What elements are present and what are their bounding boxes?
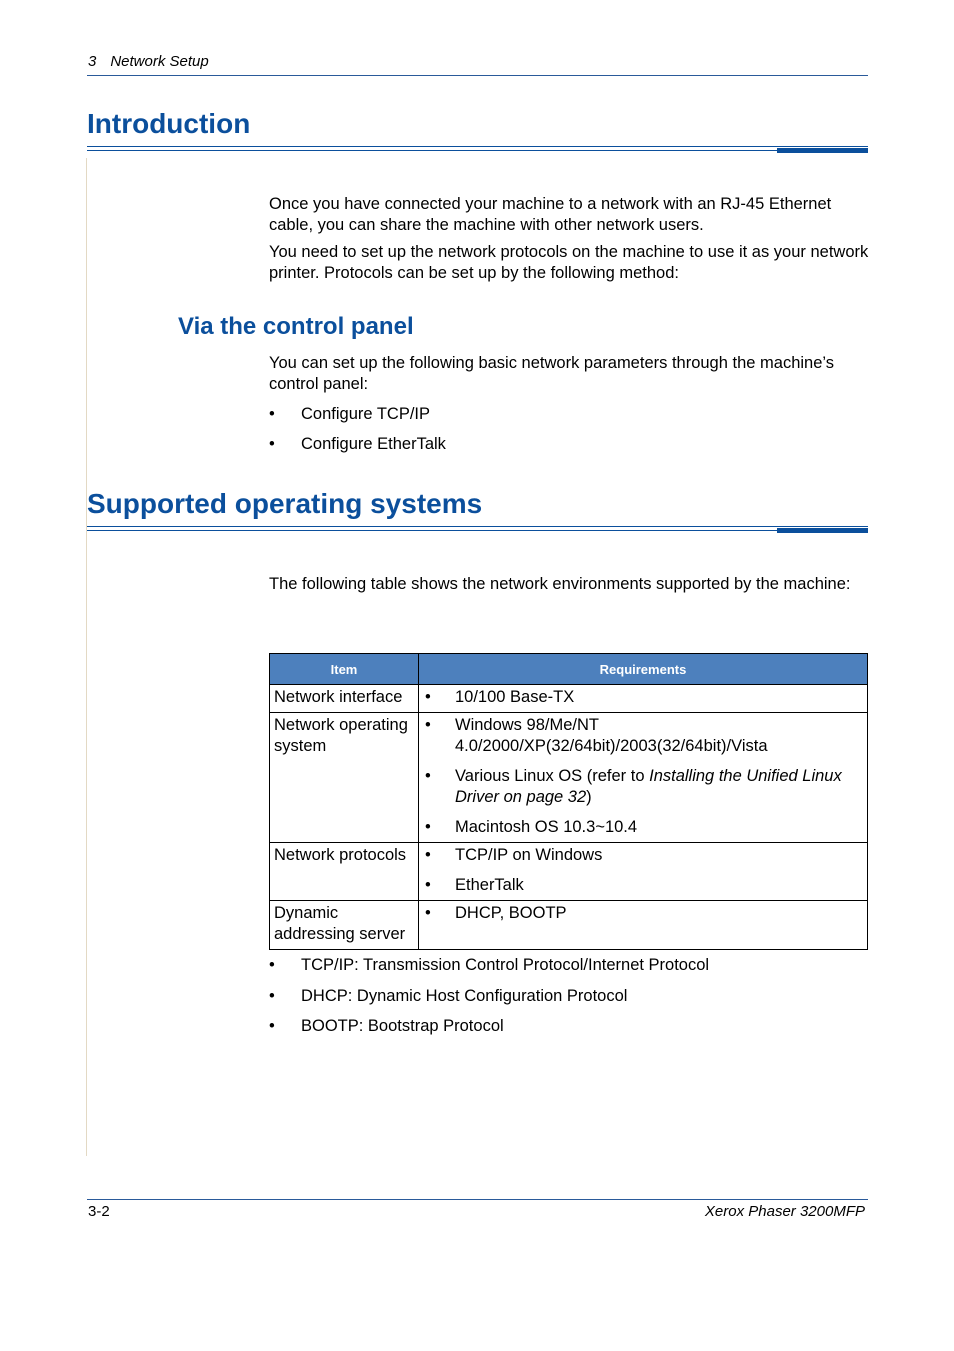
chapter-title: Network Setup	[110, 53, 209, 70]
os-paragraph: The following table shows the network environments supported by the machine:	[269, 575, 851, 593]
table-row: Network protocols • TCP/IP on Windows • EtherTalk	[270, 843, 868, 901]
list-item: • DHCP: Dynamic Host Configuration Protocol	[269, 987, 628, 1005]
column-header-item: Item	[270, 654, 419, 685]
intro-heading: Introduction	[87, 108, 251, 139]
table-row: Dynamic addressing server • DHCP, BOOTP	[270, 901, 868, 950]
intro-paragraph-2: You need to set up the network protocols on the machine to use it as your network printer. Protocols can be set up by the following method:	[269, 243, 869, 282]
product-name: Xerox Phaser 3200MFP	[704, 1203, 865, 1220]
page-number: 3-2	[88, 1203, 110, 1220]
list-item: • TCP/IP: Transmission Control Protocol/Internet Protocol	[269, 956, 710, 974]
os-heading: Supported operating systems	[87, 488, 483, 519]
table-row: Network interface • 10/100 Base-TX	[270, 685, 868, 713]
column-header-requirements: Requirements	[419, 654, 868, 685]
list-item: • BOOTP: Bootstrap Protocol	[269, 1017, 504, 1035]
margin-line	[86, 158, 87, 1156]
running-header	[88, 53, 209, 70]
control-panel-paragraph: You can set up the following basic network parameters through the machine’s control panel:	[269, 354, 835, 393]
control-panel-heading: Via the control panel	[178, 313, 414, 340]
header-rule	[87, 75, 868, 76]
list-item: • Configure TCP/IP	[269, 405, 431, 423]
chapter-number: 3	[88, 53, 97, 70]
list-item: • Configure EtherTalk	[269, 435, 446, 453]
intro-paragraph-1: Once you have connected your machine to a network with an RJ-45 Ethernet cable, you can share the machine with other network users.	[269, 195, 832, 234]
table-row: Network operating system • Windows 98/Me/NT 4.0/2000/XP(32/64bit)/2003(32/64bit)/Vista • Various Linux OS (refer to Installing the Unified Linux Driver on page 32) • Macintosh OS 10.3~10.4	[270, 713, 868, 843]
requirements-table	[269, 653, 868, 950]
cross-reference: Installing the Unified Linux Driver on page 32	[455, 767, 842, 806]
footer-rule	[87, 1199, 868, 1200]
